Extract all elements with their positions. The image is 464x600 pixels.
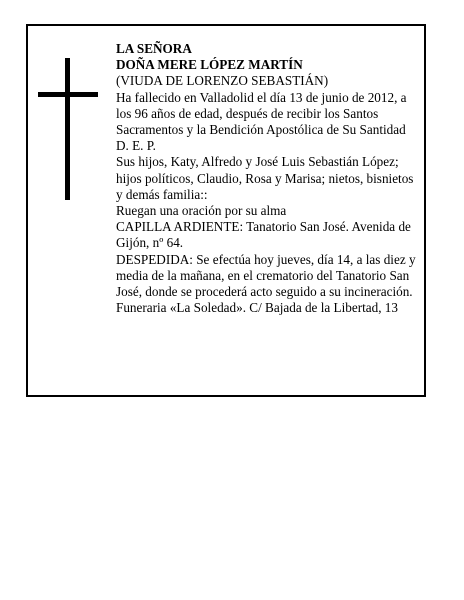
obituary-notice [26,24,426,397]
prayer-request: Ruegan una oración por su alma [116,203,287,219]
family-list: Sus hijos, Katy, Alfredo y José Luis Sebastián López; hijos políticos, Claudio, Rosa y Marisa; nietos, bisnietos y demás familia:: [116,154,414,202]
death-announcement: Ha fallecido en Valladolid el día 13 de junio de 2012, a los 96 años de edad, después de recibir los Santos Sacramentos y la Bendición Apostólica de Su Santidad D. E. P. [116,89,407,154]
cross-horizontal-bar [38,92,98,97]
funeral-home-info: Funeraria «La Soledad». C/ Bajada de la Libertad, 13 [116,300,398,316]
farewell-info: DESPEDIDA: Se efectúa hoy jueves, día 14, a las diez y media de la mañana, en el crematorio del Tanatorio San José, donde se procederá acto seguido a su incineración. [116,251,416,300]
latin-cross-icon [38,58,98,200]
cross-vertical-bar [65,58,70,200]
notice-title: LA SEÑORA [116,41,192,56]
notice-text [116,41,420,316]
widow-of-line: (VIUDA DE LORENZO SEBASTIÁN) [116,73,329,89]
deceased-name: DOÑA MERE LÓPEZ MARTÍN [116,57,303,73]
chapel-info: CAPILLA ARDIENTE: Tanatorio San José. Avenida de Gijón, nº 64. [116,219,411,251]
